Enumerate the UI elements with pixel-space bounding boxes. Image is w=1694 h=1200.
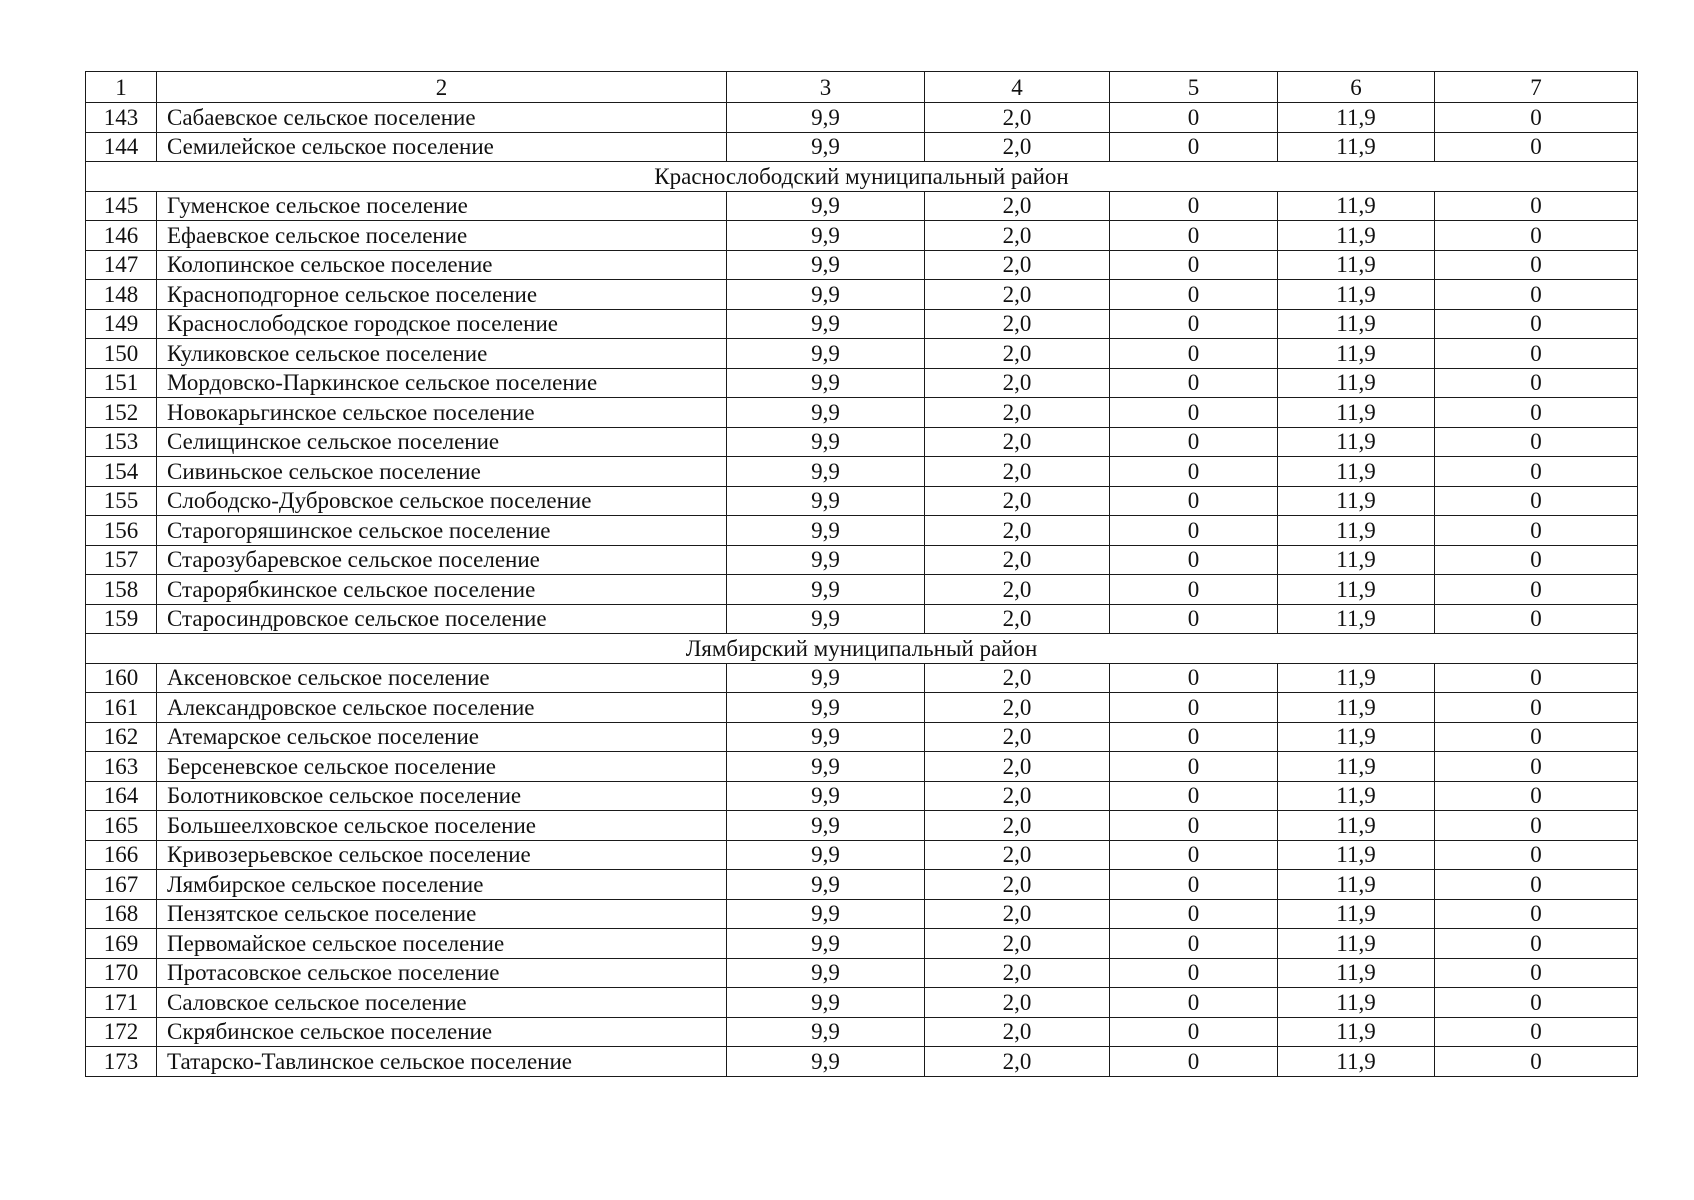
value-cell-col7: 0 (1435, 663, 1638, 693)
value-cell-col5: 0 (1110, 958, 1278, 988)
settlement-name-cell: Скрябинское сельское поселение (157, 1017, 727, 1047)
district-section-title: Лямбирский муниципальный район (86, 634, 1638, 664)
settlement-name-cell: Татарско-Тавлинское сельское поселение (157, 1047, 727, 1077)
value-cell-col4: 2,0 (925, 899, 1110, 929)
row-number-cell: 143 (86, 103, 157, 133)
value-cell-col6: 11,9 (1278, 929, 1435, 959)
row-number-cell: 153 (86, 427, 157, 457)
value-cell-col6: 11,9 (1278, 840, 1435, 870)
value-cell-col5: 0 (1110, 132, 1278, 162)
value-cell-col3: 9,9 (727, 604, 925, 634)
value-cell-col7: 0 (1435, 221, 1638, 251)
value-cell-col7: 0 (1435, 870, 1638, 900)
value-cell-col5: 0 (1110, 840, 1278, 870)
table-row (86, 250, 1638, 280)
value-cell-col3: 9,9 (727, 250, 925, 280)
value-cell-col3: 9,9 (727, 988, 925, 1018)
value-cell-col7: 0 (1435, 132, 1638, 162)
value-cell-col3: 9,9 (727, 870, 925, 900)
value-cell-col7: 0 (1435, 250, 1638, 280)
district-section-row (86, 634, 1638, 664)
value-cell-col6: 11,9 (1278, 103, 1435, 133)
value-cell-col6: 11,9 (1278, 280, 1435, 310)
value-cell-col5: 0 (1110, 929, 1278, 959)
table-row (86, 339, 1638, 369)
value-cell-col4: 2,0 (925, 191, 1110, 221)
value-cell-col7: 0 (1435, 899, 1638, 929)
table-row (86, 398, 1638, 428)
value-cell-col3: 9,9 (727, 752, 925, 782)
table-row (86, 427, 1638, 457)
value-cell-col6: 11,9 (1278, 191, 1435, 221)
row-number-cell: 152 (86, 398, 157, 428)
settlement-name-cell: Колопинское сельское поселение (157, 250, 727, 280)
value-cell-col7: 0 (1435, 398, 1638, 428)
value-cell-col4: 2,0 (925, 1017, 1110, 1047)
value-cell-col4: 2,0 (925, 722, 1110, 752)
table-row (86, 988, 1638, 1018)
value-cell-col7: 0 (1435, 840, 1638, 870)
column-number-row (86, 72, 1638, 103)
column-header: 6 (1278, 72, 1435, 103)
value-cell-col7: 0 (1435, 103, 1638, 133)
value-cell-col5: 0 (1110, 663, 1278, 693)
value-cell-col5: 0 (1110, 398, 1278, 428)
value-cell-col5: 0 (1110, 752, 1278, 782)
row-number-cell: 167 (86, 870, 157, 900)
row-number-cell: 166 (86, 840, 157, 870)
row-number-cell: 171 (86, 988, 157, 1018)
value-cell-col4: 2,0 (925, 663, 1110, 693)
table-row (86, 575, 1638, 605)
value-cell-col7: 0 (1435, 339, 1638, 369)
value-cell-col5: 0 (1110, 250, 1278, 280)
value-cell-col4: 2,0 (925, 988, 1110, 1018)
row-number-cell: 149 (86, 309, 157, 339)
value-cell-col5: 0 (1110, 1047, 1278, 1077)
value-cell-col7: 0 (1435, 722, 1638, 752)
value-cell-col6: 11,9 (1278, 575, 1435, 605)
value-cell-col5: 0 (1110, 722, 1278, 752)
row-number-cell: 155 (86, 486, 157, 516)
column-header: 2 (157, 72, 727, 103)
value-cell-col5: 0 (1110, 545, 1278, 575)
row-number-cell: 150 (86, 339, 157, 369)
value-cell-col5: 0 (1110, 427, 1278, 457)
value-cell-col7: 0 (1435, 191, 1638, 221)
value-cell-col4: 2,0 (925, 811, 1110, 841)
value-cell-col3: 9,9 (727, 663, 925, 693)
value-cell-col5: 0 (1110, 368, 1278, 398)
value-cell-col7: 0 (1435, 1047, 1638, 1077)
row-number-cell: 162 (86, 722, 157, 752)
value-cell-col5: 0 (1110, 339, 1278, 369)
settlement-name-cell: Большеелховское сельское поселение (157, 811, 727, 841)
table-row (86, 958, 1638, 988)
column-header: 1 (86, 72, 157, 103)
value-cell-col3: 9,9 (727, 221, 925, 251)
district-section-row (86, 162, 1638, 192)
value-cell-col5: 0 (1110, 486, 1278, 516)
table-row (86, 604, 1638, 634)
settlement-name-cell: Куликовское сельское поселение (157, 339, 727, 369)
value-cell-col6: 11,9 (1278, 309, 1435, 339)
value-cell-col7: 0 (1435, 427, 1638, 457)
value-cell-col3: 9,9 (727, 427, 925, 457)
value-cell-col6: 11,9 (1278, 132, 1435, 162)
value-cell-col5: 0 (1110, 457, 1278, 487)
value-cell-col6: 11,9 (1278, 516, 1435, 546)
settlement-name-cell: Краснослободское городское поселение (157, 309, 727, 339)
value-cell-col7: 0 (1435, 1017, 1638, 1047)
value-cell-col7: 0 (1435, 545, 1638, 575)
value-cell-col3: 9,9 (727, 899, 925, 929)
value-cell-col4: 2,0 (925, 929, 1110, 959)
value-cell-col6: 11,9 (1278, 781, 1435, 811)
value-cell-col6: 11,9 (1278, 604, 1435, 634)
value-cell-col5: 0 (1110, 191, 1278, 221)
table-row (86, 1017, 1638, 1047)
value-cell-col3: 9,9 (727, 103, 925, 133)
table-row (86, 545, 1638, 575)
row-number-cell: 158 (86, 575, 157, 605)
value-cell-col6: 11,9 (1278, 958, 1435, 988)
settlement-name-cell: Старозубаревское сельское поселение (157, 545, 727, 575)
value-cell-col3: 9,9 (727, 575, 925, 605)
value-cell-col6: 11,9 (1278, 221, 1435, 251)
value-cell-col4: 2,0 (925, 781, 1110, 811)
value-cell-col4: 2,0 (925, 103, 1110, 133)
table-row (86, 1047, 1638, 1077)
value-cell-col7: 0 (1435, 457, 1638, 487)
column-header: 5 (1110, 72, 1278, 103)
value-cell-col4: 2,0 (925, 339, 1110, 369)
value-cell-col3: 9,9 (727, 811, 925, 841)
row-number-cell: 160 (86, 663, 157, 693)
settlement-name-cell: Семилейское сельское поселение (157, 132, 727, 162)
value-cell-col4: 2,0 (925, 840, 1110, 870)
value-cell-col6: 11,9 (1278, 398, 1435, 428)
value-cell-col3: 9,9 (727, 958, 925, 988)
table-row (86, 722, 1638, 752)
column-header: 3 (727, 72, 925, 103)
row-number-cell: 165 (86, 811, 157, 841)
settlement-name-cell: Мордовско-Паркинское сельское поселение (157, 368, 727, 398)
value-cell-col6: 11,9 (1278, 899, 1435, 929)
value-cell-col6: 11,9 (1278, 663, 1435, 693)
table-row (86, 781, 1638, 811)
row-number-cell: 159 (86, 604, 157, 634)
value-cell-col4: 2,0 (925, 427, 1110, 457)
value-cell-col3: 9,9 (727, 722, 925, 752)
row-number-cell: 170 (86, 958, 157, 988)
value-cell-col4: 2,0 (925, 398, 1110, 428)
row-number-cell: 172 (86, 1017, 157, 1047)
value-cell-col7: 0 (1435, 958, 1638, 988)
value-cell-col7: 0 (1435, 929, 1638, 959)
value-cell-col7: 0 (1435, 781, 1638, 811)
settlements-table (85, 71, 1638, 1077)
value-cell-col3: 9,9 (727, 339, 925, 369)
value-cell-col3: 9,9 (727, 1047, 925, 1077)
value-cell-col3: 9,9 (727, 486, 925, 516)
settlement-name-cell: Лямбирское сельское поселение (157, 870, 727, 900)
value-cell-col5: 0 (1110, 693, 1278, 723)
row-number-cell: 164 (86, 781, 157, 811)
row-number-cell: 148 (86, 280, 157, 310)
value-cell-col4: 2,0 (925, 516, 1110, 546)
value-cell-col7: 0 (1435, 368, 1638, 398)
value-cell-col3: 9,9 (727, 309, 925, 339)
value-cell-col6: 11,9 (1278, 988, 1435, 1018)
value-cell-col3: 9,9 (727, 132, 925, 162)
settlement-name-cell: Первомайское сельское поселение (157, 929, 727, 959)
value-cell-col4: 2,0 (925, 693, 1110, 723)
settlement-name-cell: Сабаевское сельское поселение (157, 103, 727, 133)
value-cell-col5: 0 (1110, 280, 1278, 310)
value-cell-col6: 11,9 (1278, 811, 1435, 841)
value-cell-col6: 11,9 (1278, 693, 1435, 723)
settlement-name-cell: Красноподгорное сельское поселение (157, 280, 727, 310)
table-row (86, 457, 1638, 487)
value-cell-col4: 2,0 (925, 221, 1110, 251)
settlement-name-cell: Ефаевское сельское поселение (157, 221, 727, 251)
settlement-name-cell: Сивиньское сельское поселение (157, 457, 727, 487)
value-cell-col5: 0 (1110, 103, 1278, 133)
value-cell-col4: 2,0 (925, 368, 1110, 398)
value-cell-col4: 2,0 (925, 309, 1110, 339)
value-cell-col6: 11,9 (1278, 486, 1435, 516)
value-cell-col5: 0 (1110, 811, 1278, 841)
table-row (86, 752, 1638, 782)
settlement-name-cell: Пензятское сельское поселение (157, 899, 727, 929)
row-number-cell: 161 (86, 693, 157, 723)
table-row (86, 899, 1638, 929)
value-cell-col3: 9,9 (727, 693, 925, 723)
table-row (86, 368, 1638, 398)
value-cell-col6: 11,9 (1278, 1047, 1435, 1077)
row-number-cell: 144 (86, 132, 157, 162)
settlement-name-cell: Новокарьгинское сельское поселение (157, 398, 727, 428)
value-cell-col3: 9,9 (727, 191, 925, 221)
row-number-cell: 163 (86, 752, 157, 782)
value-cell-col5: 0 (1110, 309, 1278, 339)
value-cell-col7: 0 (1435, 575, 1638, 605)
value-cell-col6: 11,9 (1278, 722, 1435, 752)
value-cell-col5: 0 (1110, 899, 1278, 929)
row-number-cell: 173 (86, 1047, 157, 1077)
table-body (86, 72, 1638, 1077)
table-row (86, 309, 1638, 339)
settlement-name-cell: Селищинское сельское поселение (157, 427, 727, 457)
value-cell-col4: 2,0 (925, 250, 1110, 280)
row-number-cell: 156 (86, 516, 157, 546)
value-cell-col5: 0 (1110, 516, 1278, 546)
value-cell-col7: 0 (1435, 486, 1638, 516)
value-cell-col3: 9,9 (727, 280, 925, 310)
value-cell-col7: 0 (1435, 604, 1638, 634)
settlement-name-cell: Аксеновское сельское поселение (157, 663, 727, 693)
value-cell-col3: 9,9 (727, 929, 925, 959)
row-number-cell: 151 (86, 368, 157, 398)
value-cell-col3: 9,9 (727, 398, 925, 428)
settlement-name-cell: Слободско-Дубровское сельское поселение (157, 486, 727, 516)
value-cell-col7: 0 (1435, 811, 1638, 841)
settlement-name-cell: Болотниковское сельское поселение (157, 781, 727, 811)
table-row (86, 280, 1638, 310)
value-cell-col3: 9,9 (727, 516, 925, 546)
value-cell-col3: 9,9 (727, 1017, 925, 1047)
table-row (86, 191, 1638, 221)
table-row (86, 663, 1638, 693)
value-cell-col5: 0 (1110, 870, 1278, 900)
settlement-name-cell: Старорябкинское сельское поселение (157, 575, 727, 605)
value-cell-col6: 11,9 (1278, 457, 1435, 487)
table-row (86, 516, 1638, 546)
value-cell-col6: 11,9 (1278, 1017, 1435, 1047)
value-cell-col4: 2,0 (925, 604, 1110, 634)
row-number-cell: 145 (86, 191, 157, 221)
value-cell-col5: 0 (1110, 575, 1278, 605)
settlement-name-cell: Берсеневское сельское поселение (157, 752, 727, 782)
table-row (86, 103, 1638, 133)
value-cell-col5: 0 (1110, 988, 1278, 1018)
row-number-cell: 146 (86, 221, 157, 251)
table-row (86, 870, 1638, 900)
value-cell-col5: 0 (1110, 604, 1278, 634)
table-row (86, 840, 1638, 870)
value-cell-col4: 2,0 (925, 545, 1110, 575)
value-cell-col4: 2,0 (925, 1047, 1110, 1077)
settlement-name-cell: Гуменское сельское поселение (157, 191, 727, 221)
value-cell-col6: 11,9 (1278, 427, 1435, 457)
value-cell-col4: 2,0 (925, 958, 1110, 988)
row-number-cell: 147 (86, 250, 157, 280)
settlement-name-cell: Атемарское сельское поселение (157, 722, 727, 752)
value-cell-col3: 9,9 (727, 457, 925, 487)
row-number-cell: 168 (86, 899, 157, 929)
settlement-name-cell: Старосиндровское сельское поселение (157, 604, 727, 634)
value-cell-col5: 0 (1110, 781, 1278, 811)
settlement-name-cell: Протасовское сельское поселение (157, 958, 727, 988)
value-cell-col6: 11,9 (1278, 545, 1435, 575)
value-cell-col4: 2,0 (925, 752, 1110, 782)
table-row (86, 693, 1638, 723)
table-row (86, 486, 1638, 516)
value-cell-col7: 0 (1435, 693, 1638, 723)
table-row (86, 221, 1638, 251)
column-header: 7 (1435, 72, 1638, 103)
table-row (86, 132, 1638, 162)
row-number-cell: 154 (86, 457, 157, 487)
value-cell-col4: 2,0 (925, 132, 1110, 162)
table-row (86, 811, 1638, 841)
value-cell-col7: 0 (1435, 280, 1638, 310)
value-cell-col4: 2,0 (925, 486, 1110, 516)
value-cell-col7: 0 (1435, 309, 1638, 339)
table-row (86, 929, 1638, 959)
value-cell-col3: 9,9 (727, 840, 925, 870)
settlement-name-cell: Саловское сельское поселение (157, 988, 727, 1018)
value-cell-col6: 11,9 (1278, 339, 1435, 369)
value-cell-col4: 2,0 (925, 575, 1110, 605)
value-cell-col4: 2,0 (925, 280, 1110, 310)
value-cell-col3: 9,9 (727, 368, 925, 398)
value-cell-col4: 2,0 (925, 870, 1110, 900)
value-cell-col5: 0 (1110, 1017, 1278, 1047)
district-section-title: Краснослободский муниципальный район (86, 162, 1638, 192)
row-number-cell: 169 (86, 929, 157, 959)
value-cell-col6: 11,9 (1278, 368, 1435, 398)
row-number-cell: 157 (86, 545, 157, 575)
column-header: 4 (925, 72, 1110, 103)
value-cell-col4: 2,0 (925, 457, 1110, 487)
value-cell-col3: 9,9 (727, 781, 925, 811)
settlement-name-cell: Кривозерьевское сельское поселение (157, 840, 727, 870)
settlement-name-cell: Старогоряшинское сельское поселение (157, 516, 727, 546)
value-cell-col3: 9,9 (727, 545, 925, 575)
value-cell-col6: 11,9 (1278, 250, 1435, 280)
value-cell-col5: 0 (1110, 221, 1278, 251)
value-cell-col7: 0 (1435, 752, 1638, 782)
value-cell-col6: 11,9 (1278, 870, 1435, 900)
value-cell-col7: 0 (1435, 988, 1638, 1018)
settlement-name-cell: Александровское сельское поселение (157, 693, 727, 723)
value-cell-col7: 0 (1435, 516, 1638, 546)
value-cell-col6: 11,9 (1278, 752, 1435, 782)
